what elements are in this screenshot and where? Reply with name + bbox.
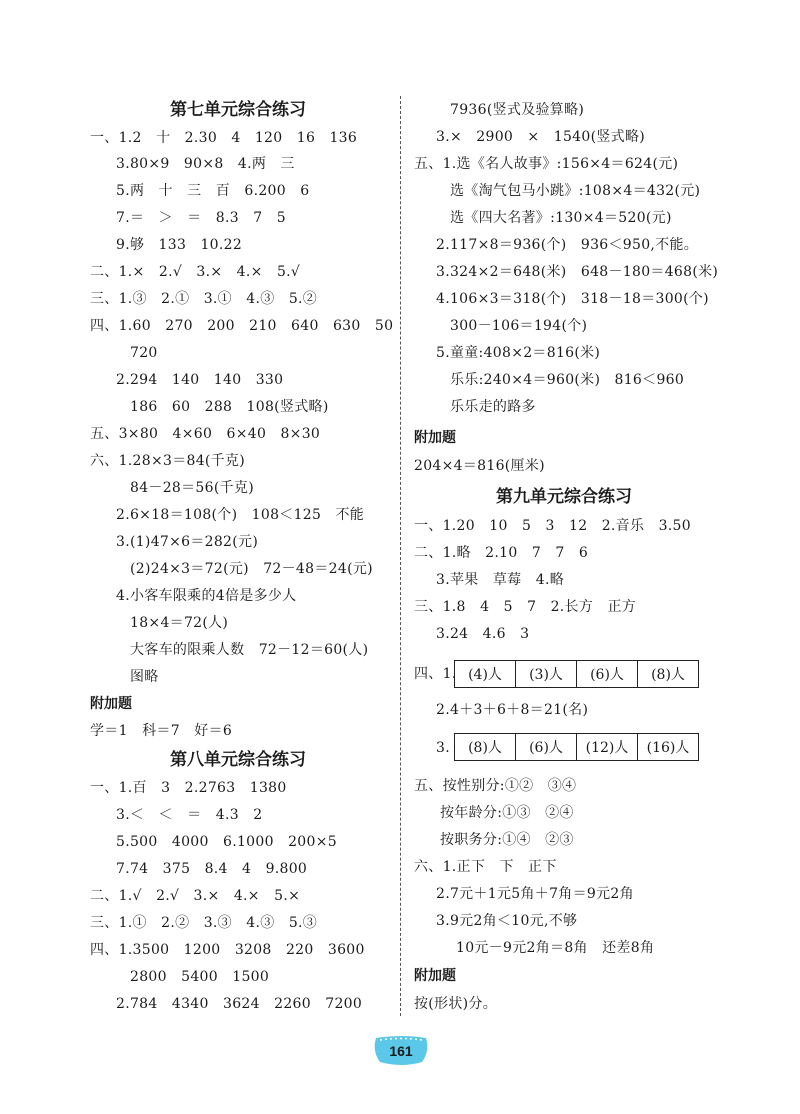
u7-line-6: 三、1.③ 2.① 3.① 4.③ 5.② <box>90 291 318 307</box>
u8-line-3: 7.74 375 8.4 4 9.800 <box>116 861 308 877</box>
table2-cell: (6)人 <box>516 734 577 761</box>
u8c-line-9: 5.童童:408×2＝816(米) <box>436 345 601 361</box>
u7-line-2: 5.两 十 三 百 6.200 6 <box>116 183 310 199</box>
u7-line-7: 四、1.60 270 200 210 640 630 50 <box>90 318 394 334</box>
u8c-line-11: 乐乐走的路多 <box>450 399 536 415</box>
u8-line-5: 三、1.① 2.② 3.③ 4.③ 5.③ <box>90 915 318 931</box>
u9-line-b2: 按职务分:①④ ②③ <box>440 832 574 848</box>
u8c-line-10: 乐乐:240×4＝960(米) 816＜960 <box>450 372 685 388</box>
table1-cell: (3)人 <box>516 661 577 688</box>
u8c-line-3: 选《淘气包马小跳》:108×4＝432(元) <box>450 183 701 199</box>
table1-cell: (4)人 <box>455 661 516 688</box>
u7-line-5: 二、1.× 2.√ 3.× 4.× 5.√ <box>90 264 301 280</box>
u8c-line-1: 3.× 2900 × 1540(竖式略) <box>436 129 645 145</box>
u7-line-15: 3.(1)47×6＝282(元) <box>116 534 259 550</box>
u8c-line-7: 4.106×3＝318(个) 318－18＝300(个) <box>436 291 709 307</box>
u9-line-b0: 五、按性别分:①② ③④ <box>414 778 577 794</box>
u7-line-16: (2)24×3＝72(元) 72－48＝24(元) <box>130 561 373 577</box>
column-divider <box>400 96 401 1016</box>
u8c-line-8: 300－106＝194(个) <box>450 318 588 334</box>
u8c-line-4: 选《四大名著》:130×4＝520(元) <box>450 210 672 226</box>
u7-extra-label: 附加题 <box>90 696 132 712</box>
u9-line-b5: 3.9元2角＜10元,不够 <box>436 913 578 929</box>
unit7-title: 第七单元综合练习 <box>170 100 306 120</box>
u7-line-0: 一、1.2 十 2.30 4 120 16 136 <box>90 130 358 146</box>
u9-line-b3: 六、1.正下 下 正下 <box>414 859 557 875</box>
u8c-line-6: 3.324×2＝648(米) 648－180＝468(米) <box>436 264 719 280</box>
u9-line-b4: 2.7元＋1元5角＋7角＝9元2角 <box>436 886 634 902</box>
u7-line-17: 4.小客车限乘的4倍是多少人 <box>116 588 297 604</box>
table2-cell: (8)人 <box>455 734 516 761</box>
answer-table-1 <box>454 660 699 688</box>
u7-line-1: 3.80×9 90×8 4.两 三 <box>116 156 295 172</box>
u7-extra-answer: 学＝1 科＝7 好＝6 <box>90 723 233 739</box>
u7-line-14: 2.6×18＝108(个) 108＜125 不能 <box>116 507 365 523</box>
u8-line-7: 2800 5400 1500 <box>130 969 270 985</box>
page-number-badge <box>372 1036 430 1066</box>
u7-line-8: 720 <box>130 345 158 361</box>
page-badge-shape <box>372 1036 430 1066</box>
u9-q4-label: 四、1. <box>414 666 457 682</box>
u8-line-1: 3.＜ ＜ ＝ 4.3 2 <box>116 807 263 823</box>
u8-line-8: 2.784 4340 3624 2260 7200 <box>116 996 363 1012</box>
u8-line-6: 四、1.3500 1200 3208 220 3600 <box>90 942 365 958</box>
u7-line-10: 186 60 288 108(竖式略) <box>130 399 329 415</box>
table2-cell: (16)人 <box>638 734 699 761</box>
u9-q4-2: 2.4＋3＋6＋8＝21(名) <box>436 702 589 718</box>
page-number: 161 <box>389 1043 413 1059</box>
u9-line-a1: 二、1.略 2.10 7 7 6 <box>414 545 589 561</box>
u8c-line-5: 2.117×8＝936(个) 936＜950,不能。 <box>436 237 699 253</box>
u8-line-4: 二、1.√ 2.√ 3.× 4.× 5.× <box>90 888 301 904</box>
table1-cell: (6)人 <box>577 661 638 688</box>
u7-line-13: 84－28＝56(千克) <box>130 480 254 496</box>
table1-cell: (8)人 <box>638 661 699 688</box>
u8c-extra-answer: 204×4＝816(厘米) <box>414 458 545 474</box>
u8c-extra-label: 附加题 <box>414 430 456 446</box>
u7-line-3: 7.＝ ＞ ＝ 8.3 7 5 <box>116 210 286 226</box>
u9-line-a4: 3.24 4.6 3 <box>436 626 530 642</box>
u8c-line-2: 五、1.选《名人故事》:156×4＝624(元) <box>414 156 679 172</box>
answer-table-2 <box>454 733 699 761</box>
u9-line-b6: 10元－9元2角＝8角 还差8角 <box>456 940 655 956</box>
u9-line-a0: 一、1.20 10 5 3 12 2.音乐 3.50 <box>414 518 691 534</box>
u7-line-12: 六、1.28×3＝84(千克) <box>90 453 246 469</box>
u8c-line-0: 7936(竖式及验算略) <box>450 102 585 118</box>
u9-line-a2: 3.苹果 草莓 4.略 <box>436 572 565 588</box>
u9-extra-label: 附加题 <box>414 968 456 984</box>
unit9-title: 第九单元综合练习 <box>496 487 632 507</box>
table2-cell: (12)人 <box>577 734 638 761</box>
u7-line-4: 9.够 133 10.22 <box>116 237 243 253</box>
u7-line-18: 18×4＝72(人) <box>130 615 229 631</box>
u8-line-2: 5.500 4000 6.1000 200×5 <box>116 834 337 850</box>
u7-line-9: 2.294 140 140 330 <box>116 372 284 388</box>
u7-line-20: 图略 <box>130 669 159 685</box>
unit8-title: 第八单元综合练习 <box>170 750 306 770</box>
u8-line-0: 一、1.百 3 2.2763 1380 <box>90 780 287 796</box>
u9-extra-answer: 按(形状)分。 <box>414 996 498 1012</box>
u9-line-b1: 按年龄分:①③ ②④ <box>440 805 574 821</box>
u7-line-19: 大客车的限乘人数 72－12＝60(人) <box>130 642 369 658</box>
u9-q4-3-label: 3. <box>436 740 450 756</box>
u7-line-11: 五、3×80 4×60 6×40 8×30 <box>90 426 321 442</box>
u9-line-a3: 三、1.8 4 5 7 2.长方 正方 <box>414 599 637 615</box>
